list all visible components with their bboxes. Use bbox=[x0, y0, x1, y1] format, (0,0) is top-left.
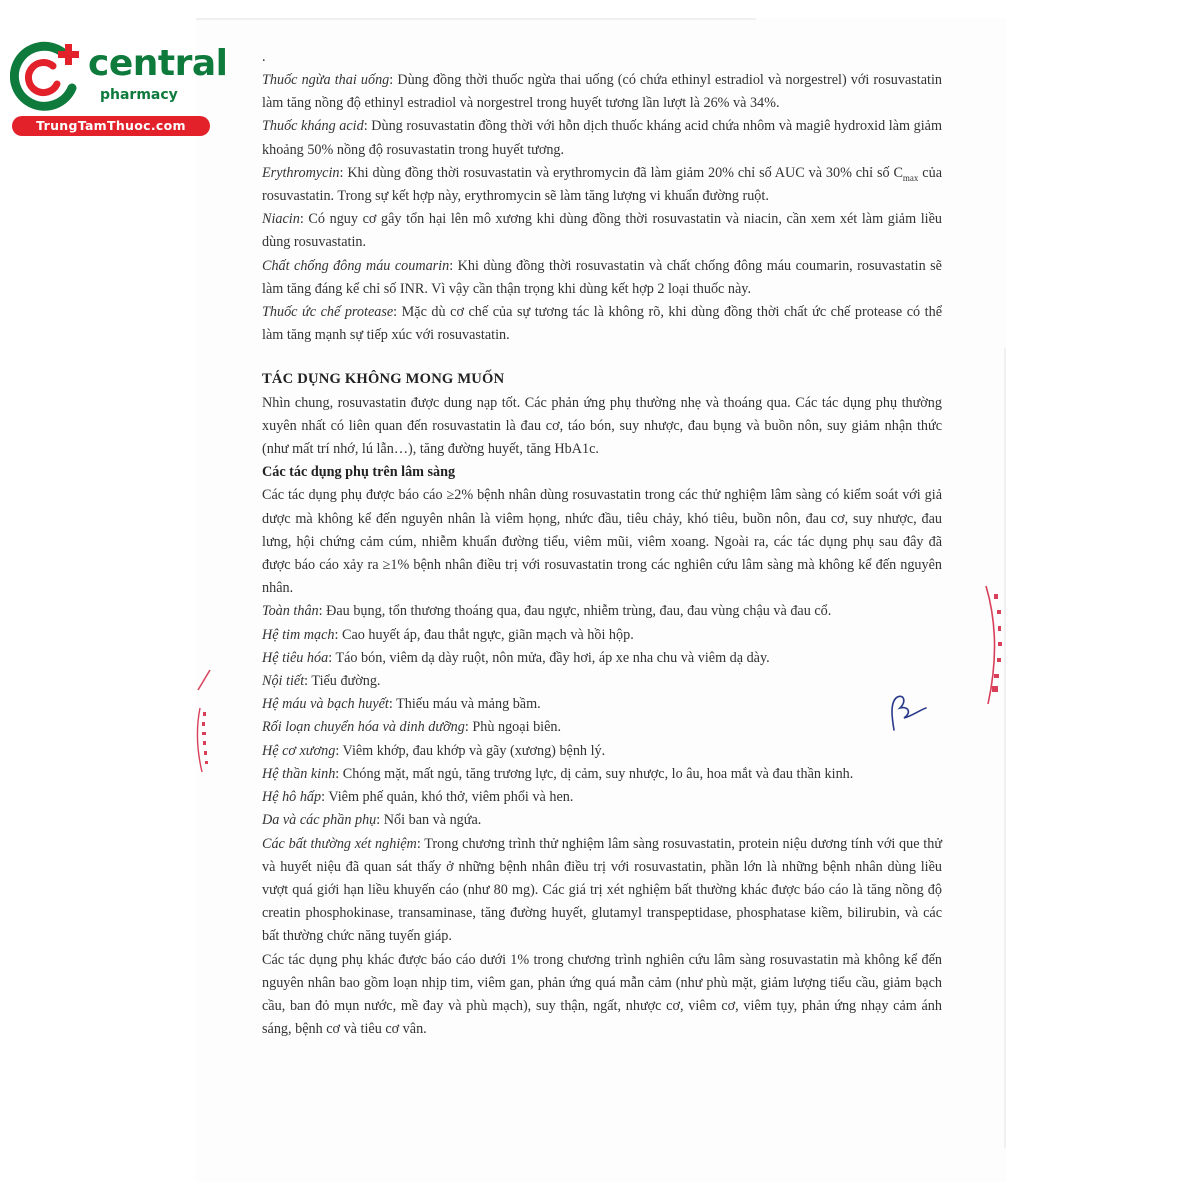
system-effect-line: Hệ cơ xương: Viêm khớp, đau khớp và gãy (xương) bệnh lý. bbox=[262, 742, 606, 759]
section-heading: TÁC DỤNG KHÔNG MONG MUỐN bbox=[262, 371, 505, 388]
lab-abnormalities-paragraph: Các bất thường xét nghiệm: Trong chương trình thử nghiệm lâm sàng rosuvastatin, protein niệu dương tính với que thử và huyết niệu đã quan sát thấy ở những bệnh nhân điều trị với rosuvastatin, phần lớn là những bệnh nhân dùng liều vượt quá giới hạn liều khuyến cáo (như 80 mg). Các giá trị xét nghiệm bất thường khác được báo cáo là tăng nồng độ creatin phosphokinase, transaminase, tăng đường huyết, glutamyl transpeptidase, phosphatase kiềm, bilirubin, và các bất thường chức năng tuyến giáp. bbox=[262, 835, 943, 945]
logo-brand-subtitle: pharmacy bbox=[100, 87, 178, 103]
subsection-heading: Các tác dụng phụ trên lâm sàng bbox=[262, 464, 456, 481]
intro-paragraph: Nhìn chung, rosuvastatin được dung nạp tốt. Các phản ứng phụ thường nhẹ và thoáng qua. Các tác dụng phụ thường xuyên nhất có liên quan đến rosuvastatin là đau cơ, táo bón, suy nhược, đau bụng và buồn nôn, suy giảm nhận thức (như mất trí nhớ, lú lẫn…), tăng đường huyết, tăng HbA1c. bbox=[262, 394, 942, 458]
stray-mark: . bbox=[262, 49, 266, 65]
interaction-paragraph: Chất chống đông máu coumarin: Khi dùng đồng thời rosuvastatin và chất chống đông máu coumarin, rosuvastatin sẽ làm tăng đáng kể chỉ số INR. Vì vậy cần thận trọng khi dùng kết hợp 2 loại thuốc này. bbox=[262, 257, 942, 297]
system-effect-line: Hệ máu và bạch huyết: Thiếu máu và mảng bầm. bbox=[262, 696, 541, 713]
system-effect-line: Nội tiết: Tiểu đường. bbox=[262, 673, 381, 690]
logo-site-url[interactable]: TrungTamThuoc.com bbox=[12, 116, 210, 136]
system-effect-line: Hệ thần kinh: Chóng mặt, mất ngủ, tăng trương lực, dị cảm, suy nhược, lo âu, hoa mắt và đau thần kinh. bbox=[262, 765, 854, 782]
interaction-paragraph: Thuốc ngừa thai uống: Dùng đồng thời thuốc ngừa thai uống (có chứa ethinyl estradiol và norgestrel) với rosuvastatin làm tăng nồng độ ethinyl estradiol và norgestrel trong huyết tương lần lượt là 26% và 34%. bbox=[262, 72, 942, 112]
logo-brand-name: central bbox=[88, 43, 228, 84]
interaction-paragraph: Thuốc ức chế protease: Mặc dù cơ chế của sự tương tác là không rõ, khi dùng đồng thời chất ức chế protease có thể làm tăng mạnh sự tiếp xúc với rosuvastatin. bbox=[262, 304, 942, 344]
red-stamp-right bbox=[980, 580, 1008, 710]
document-body bbox=[262, 46, 942, 1041]
clinical-paragraph: Các tác dụng phụ được báo cáo ≥2% bệnh nhân dùng rosuvastatin trong các thử nghiệm lâm sàng có kiểm soát với giả dược mà không kể đến nguyên nhân là viêm họng, nhức đầu, tiêu chảy, khó tiêu, buồn nôn, đau cơ, suy nhược, đau lưng, hội chứng cảm cúm, nhiễm khuẩn đường tiểu, viêm mũi, viêm xoang. Ngoài ra, các tác dụng phụ sau đây đã được báo cáo xảy ra ≥1% bệnh nhân điều trị với rosuvastatin trong các nghiên cứu lâm sàng mà không kể đến nguyên nhân. bbox=[262, 487, 942, 597]
system-effect-line: Hệ tiêu hóa: Táo bón, viêm dạ dày ruột, nôn mửa, đầy hơi, áp xe nha chu và viêm dạ dày. bbox=[262, 649, 770, 666]
system-effect-line: Da và các phần phụ: Nổi ban và ngứa. bbox=[262, 812, 482, 829]
interaction-paragraph: Erythromycin: Khi dùng đồng thời rosuvastatin và erythromycin đã làm giảm 20% chỉ số AUC và 30% chỉ số $C_{max}$ của rosuvastatin. Trong sự kết hợp này, erythromycin sẽ làm tăng lượng vi khuẩn đường ruột. bbox=[262, 164, 942, 205]
interaction-paragraph: Thuốc kháng acid: Dùng rosuvastatin đồng thời với hỗn dịch thuốc kháng acid chứa nhôm và magiê hydroxid làm giảm khoảng 50% nồng độ rosuvastatin trong huyết tương. bbox=[262, 118, 942, 158]
central-pharmacy-logo[interactable] bbox=[10, 36, 228, 136]
system-effect-line: Hệ tim mạch: Cao huyết áp, đau thắt ngực, giãn mạch và hồi hộp. bbox=[262, 626, 634, 643]
red-stamp-left bbox=[190, 668, 216, 780]
system-effect-line: Hệ hô hấp: Viêm phế quản, khó thở, viêm phổi và hen. bbox=[262, 789, 574, 806]
interaction-paragraph: Niacin: Có nguy cơ gây tổn hại lên mô xương khi dùng đồng thời rosuvastatin và niacin, cần xem xét làm giảm liều dùng rosuvastatin. bbox=[262, 211, 943, 251]
system-effect-line: Toàn thân: Đau bụng, tổn thương thoáng qua, đau ngực, nhiễm trùng, đau, đau vùng chậu và đau cổ. bbox=[262, 603, 832, 620]
handwritten-initials bbox=[882, 690, 932, 734]
system-effect-line: Rối loạn chuyển hóa và dinh dưỡng: Phù ngoại biên. bbox=[262, 719, 562, 736]
logo-mark-icon bbox=[10, 36, 88, 116]
closing-paragraph: Các tác dụng phụ khác được báo cáo dưới 1% trong chương trình nghiên cứu lâm sàng rosuvastatin mà không kể đến nguyên nhân bao gồm loạn nhịp tim, viêm gan, phản ứng quá mẫn cảm (như phù mặt, giảm lượng tiểu cầu, giảm bạch cầu, ban đỏ mụn nước, mề đay và phù mạch), suy thận, ngất, nhược cơ, viêm cơ, viêm tụy, phản ứng nhạy cảm ánh sáng, bệnh cơ và tiêu cơ vân. bbox=[262, 951, 942, 1038]
